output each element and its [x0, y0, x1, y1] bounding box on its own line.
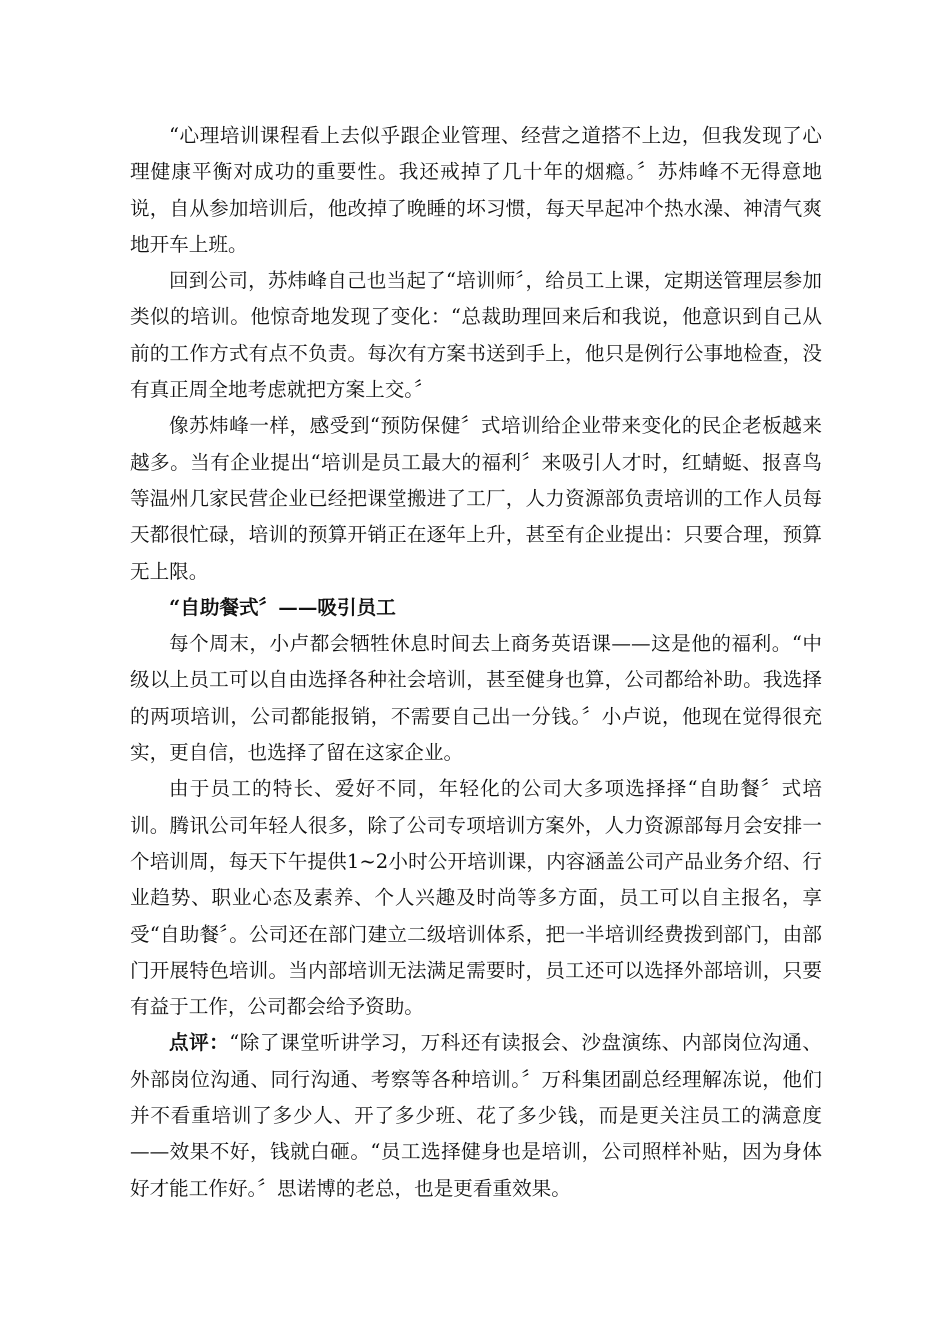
paragraph-buffet-training: 由于员工的特长、爱好不同，年轻化的公司大多项选择择“自助餐〞式培训。腾讯公司年轻人很多，除了公司专项培训方案外，人力资源部每月会安排一个培训周，每天下午提供1~2小时公开培训课，内容涵盖公司产品业务介绍、行业趋势、职业心态及素养、个人兴趣及时尚等多方面，员工可以自主报名，享受“自助餐〞。公司还在部门建立二级培训体系，把一半培训经费拨到部门，由部门开展特色培训。当内部培训无法满足需要时，员工还可以选择外部培训，只要有益于工作，公司都会给予资助。	[130, 777, 822, 1019]
comment-label: 点评：	[169, 1031, 230, 1055]
comment-text: “除了课堂听讲学习，万科还有读报会、沙盘演练、内部岗位沟通、外部岗位沟通、同行沟通、考察等各种培训。〞万科集团副总经理解冻说，他们并不看重培训了多少人、开了多少班、花了多少钱，而是更关注员工的满意度——效果不好，钱就白砸。“员工选择健身也是培训，公司照样补贴，因为身体好才能工作好。〞思诺博的老总，也是更看重效果。	[130, 1031, 822, 1200]
paragraph-comment	[130, 1025, 822, 1206]
section-heading: “自助餐式〞——吸引员工	[169, 595, 396, 619]
paragraph-psychological-training: “心理培训课程看上去似乎跟企业管理、经营之道搭不上边，但我发现了心理健康平衡对成功的重要性。我还戒掉了几十年的烟瘾。〞苏炜峰不无得意地说，自从参加培训后，他改掉了晚睡的坏习惯，每天早起冲个热水澡、神清气爽地开车上班。	[130, 124, 822, 256]
paragraph-back-to-company: 回到公司，苏炜峰自己也当起了“培训师〞，给员工上课，定期送管理层参加类似的培训。他惊奇地发现了变化：“总裁助理回来后和我说，他意识到自己从前的工作方式有点不负责。每次有方案书送到手上，他只是例行公事地检查，没有真正周全地考虑就把方案上交。〞	[130, 269, 822, 402]
document-body	[130, 118, 822, 1207]
paragraph-weekend-english: 每个周末，小卢都会牺牲休息时间去上商务英语课——这是他的福利。“中级以上员工可以自由选择各种社会培训，甚至健身也算，公司都给补助。我选择的两项培训，公司都能报销，不需要自己出一分钱。〞小卢说，他现在觉得很充实，更自信，也选择了留在这家企业。	[130, 632, 822, 765]
paragraph-private-enterprises: 像苏炜峰一样，感受到“预防保健〞式培训给企业带来变化的民企老板越来越多。当有企业提出“培训是员工最大的福利〞来吸引人才时，红蜻蜓、报喜鸟等温州几家民营企业已经把课堂搬进了工厂，人力资源部负责培训的工作人员每天都很忙碌，培训的预算开销正在逐年上升，甚至有企业提出：只要合理，预算无上限。	[130, 414, 822, 583]
